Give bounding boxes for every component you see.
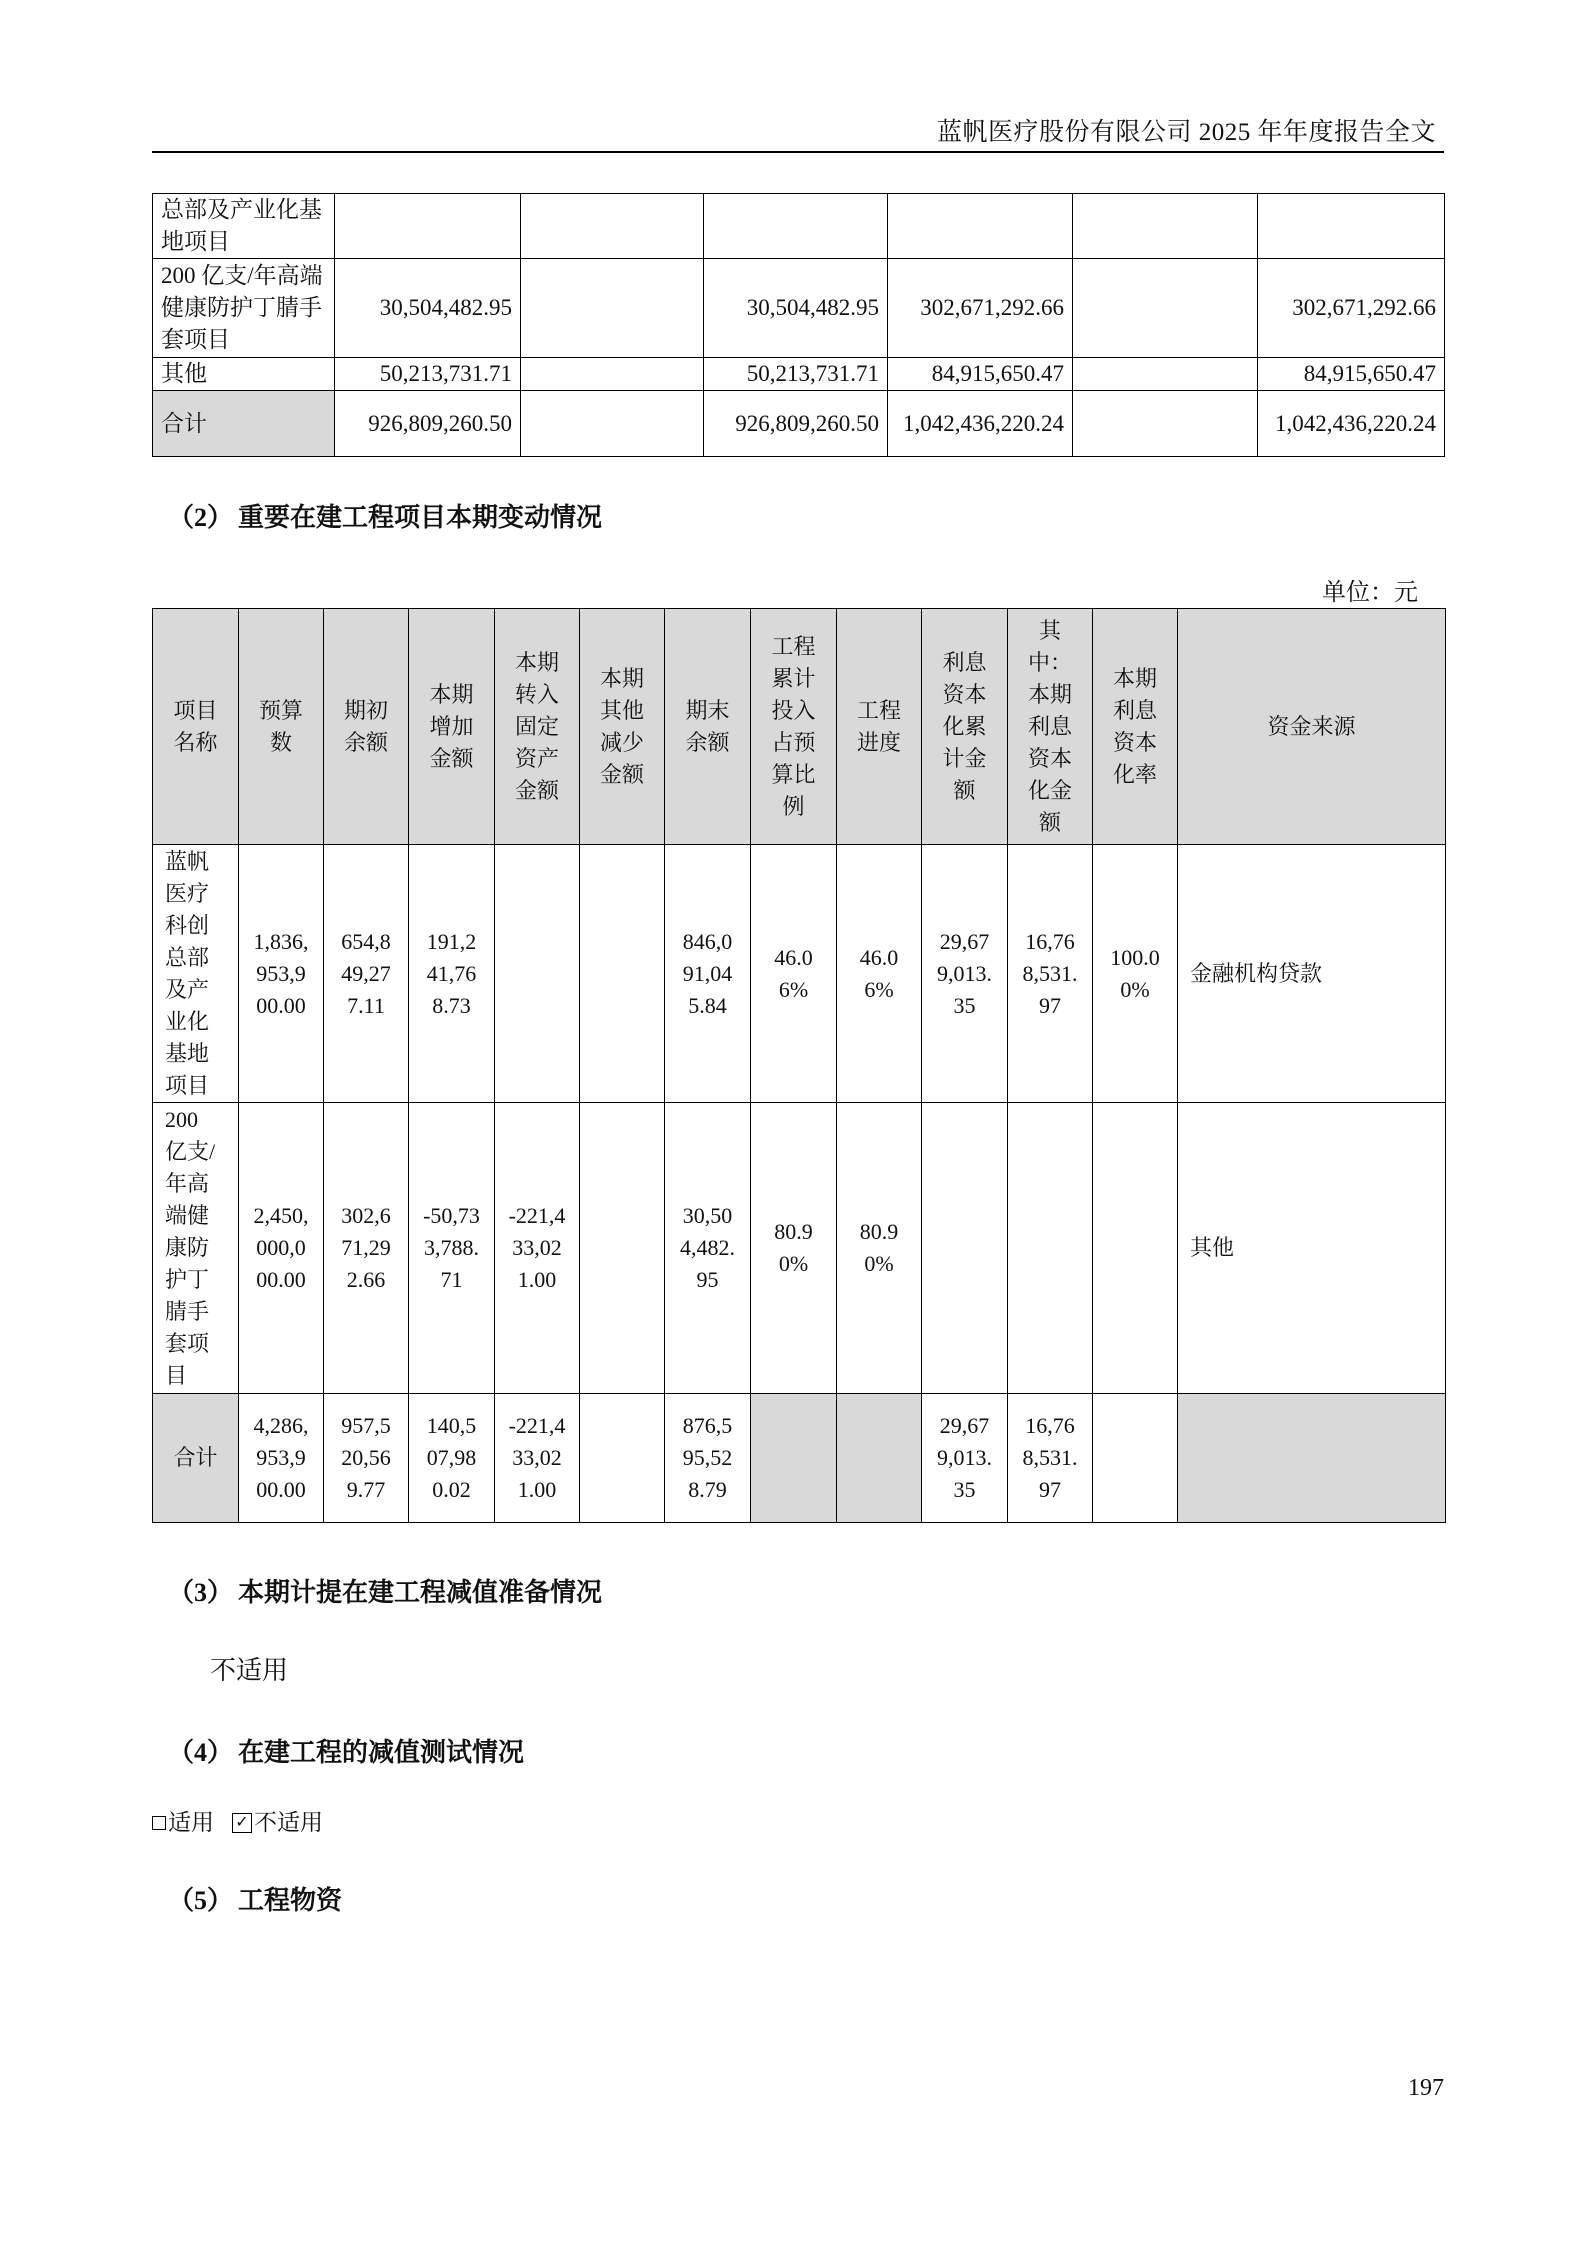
section-title: 在建工程的减值测试情况 bbox=[238, 1738, 525, 1767]
section-heading-4 bbox=[168, 1732, 524, 1769]
table-cell bbox=[521, 259, 704, 358]
table-cell bbox=[1073, 194, 1258, 259]
applicable-label: 适用 bbox=[168, 1810, 214, 1835]
column-header: 本期其他减少金额 bbox=[580, 609, 665, 845]
report-header-title: 蓝帆医疗股份有限公司 2025 年年度报告全文 bbox=[936, 119, 1436, 146]
table-row bbox=[153, 845, 1446, 1103]
table-cell: 84,915,650.47 bbox=[888, 358, 1073, 391]
table-cell bbox=[837, 1394, 922, 1523]
funding-source: 其他 bbox=[1178, 1103, 1446, 1394]
section-number: （2） bbox=[168, 503, 234, 532]
section-number: （4） bbox=[168, 1738, 234, 1767]
section-number: （5） bbox=[168, 1886, 234, 1915]
unchecked-box-icon[interactable] bbox=[152, 1816, 166, 1830]
table-header-row bbox=[153, 609, 1446, 845]
table-cell: 846,091,045.84 bbox=[665, 845, 751, 1103]
column-header: 其中：本期利息资本化金额 bbox=[1008, 609, 1093, 845]
table-row bbox=[153, 358, 1445, 391]
table-cell: 29,679,013.35 bbox=[922, 1394, 1008, 1523]
table-cell bbox=[521, 391, 704, 457]
table-cell: 302,671,292.66 bbox=[1258, 259, 1445, 358]
column-header: 工程累计投入占预算比例 bbox=[751, 609, 837, 845]
table-cell: 140,507,980.02 bbox=[409, 1394, 495, 1523]
table-cell: 1,836,953,900.00 bbox=[239, 845, 324, 1103]
column-header: 本期转入固定资产金额 bbox=[495, 609, 580, 845]
table-cell: 80.90% bbox=[837, 1103, 922, 1394]
table-cell: 50,213,731.71 bbox=[335, 358, 521, 391]
table-cell: 46.06% bbox=[837, 845, 922, 1103]
project-name: 合计 bbox=[153, 1394, 239, 1523]
section-heading-2 bbox=[168, 497, 602, 534]
table-cell bbox=[1073, 259, 1258, 358]
table-cell bbox=[335, 194, 521, 259]
column-header: 预算数 bbox=[239, 609, 324, 845]
table-cell bbox=[1093, 1394, 1178, 1523]
table-cell: 50,213,731.71 bbox=[704, 358, 888, 391]
item-name: 200 亿支/年高端健康防护丁腈手套项目 bbox=[153, 259, 335, 358]
section-heading-3 bbox=[168, 1572, 602, 1609]
table-cell bbox=[1093, 1103, 1178, 1394]
table-cell: 1,042,436,220.24 bbox=[1258, 391, 1445, 457]
table-cell: -221,433,021.00 bbox=[495, 1394, 580, 1523]
checked-box-icon[interactable]: ✓ bbox=[232, 1813, 252, 1833]
table-cell: 46.06% bbox=[751, 845, 837, 1103]
item-name: 合计 bbox=[153, 391, 335, 457]
table-cell bbox=[580, 1103, 665, 1394]
column-header: 期初余额 bbox=[324, 609, 409, 845]
table-cell: 84,915,650.47 bbox=[1258, 358, 1445, 391]
item-name: 其他 bbox=[153, 358, 335, 391]
construction-balance-table-continued bbox=[152, 193, 1445, 457]
table-total-row bbox=[153, 1394, 1446, 1523]
column-header: 资金来源 bbox=[1178, 609, 1446, 845]
column-header: 工程进度 bbox=[837, 609, 922, 845]
table-cell: 80.90% bbox=[751, 1103, 837, 1394]
table-cell: 100.00% bbox=[1093, 845, 1178, 1103]
item-name: 总部及产业化基地项目 bbox=[153, 194, 335, 259]
major-construction-projects-table bbox=[152, 608, 1446, 1523]
table-cell: 926,809,260.50 bbox=[704, 391, 888, 457]
column-header: 本期利息资本化率 bbox=[1093, 609, 1178, 845]
table-cell: 876,595,528.79 bbox=[665, 1394, 751, 1523]
section-title: 重要在建工程项目本期变动情况 bbox=[238, 503, 603, 532]
project-name: 蓝帆医疗科创总部及产业化基地项目 bbox=[153, 845, 239, 1103]
table-cell bbox=[704, 194, 888, 259]
table-cell bbox=[495, 845, 580, 1103]
table-cell: 30,504,482.95 bbox=[665, 1103, 751, 1394]
table-cell bbox=[1008, 1103, 1093, 1394]
table-cell: 16,768,531.97 bbox=[1008, 845, 1093, 1103]
table-cell bbox=[922, 1103, 1008, 1394]
table-total-row bbox=[153, 391, 1445, 457]
project-name: 200亿支/年高端健康防护丁腈手套项目 bbox=[153, 1103, 239, 1394]
table-cell: -50,733,788.71 bbox=[409, 1103, 495, 1394]
table-cell bbox=[1073, 391, 1258, 457]
table-row bbox=[153, 259, 1445, 358]
funding-source bbox=[1178, 1394, 1446, 1523]
table-cell: 29,679,013.35 bbox=[922, 845, 1008, 1103]
not-applicable-text: 不适用 bbox=[210, 1656, 289, 1685]
table-cell bbox=[1258, 194, 1445, 259]
table-cell bbox=[888, 194, 1073, 259]
table-cell: 654,849,277.11 bbox=[324, 845, 409, 1103]
section-title: 工程物资 bbox=[238, 1886, 343, 1915]
table-cell: -221,433,021.00 bbox=[495, 1103, 580, 1394]
table-cell: 302,671,292.66 bbox=[888, 259, 1073, 358]
table-cell: 302,671,292.66 bbox=[324, 1103, 409, 1394]
not-applicable-label: 不适用 bbox=[254, 1810, 323, 1835]
table-cell: 957,520,569.77 bbox=[324, 1394, 409, 1523]
table-cell bbox=[751, 1394, 837, 1523]
section-heading-5 bbox=[168, 1880, 342, 1917]
table-cell bbox=[580, 1394, 665, 1523]
table-cell: 926,809,260.50 bbox=[335, 391, 521, 457]
applicability-checkboxes bbox=[152, 1804, 323, 1837]
page-number: 197 bbox=[1408, 2075, 1444, 2101]
header-divider bbox=[152, 151, 1444, 153]
table-cell bbox=[580, 845, 665, 1103]
table-cell: 2,450,000,000.00 bbox=[239, 1103, 324, 1394]
table-row bbox=[153, 1103, 1446, 1394]
funding-source: 金融机构贷款 bbox=[1178, 845, 1446, 1103]
table-cell: 30,504,482.95 bbox=[335, 259, 521, 358]
column-header: 项目名称 bbox=[153, 609, 239, 845]
table-row bbox=[153, 194, 1445, 259]
section-number: （3） bbox=[168, 1578, 234, 1607]
section-title: 本期计提在建工程减值准备情况 bbox=[238, 1578, 603, 1607]
table-cell bbox=[521, 358, 704, 391]
table-cell: 16,768,531.97 bbox=[1008, 1394, 1093, 1523]
table-cell: 1,042,436,220.24 bbox=[888, 391, 1073, 457]
table-cell: 191,241,768.73 bbox=[409, 845, 495, 1103]
table-cell bbox=[521, 194, 704, 259]
column-header: 利息资本化累计金额 bbox=[922, 609, 1008, 845]
table-cell: 4,286,953,900.00 bbox=[239, 1394, 324, 1523]
unit-label: 单位：元 bbox=[1322, 580, 1418, 606]
table-cell: 30,504,482.95 bbox=[704, 259, 888, 358]
table-cell bbox=[1073, 358, 1258, 391]
column-header: 期末余额 bbox=[665, 609, 751, 845]
column-header: 本期增加金额 bbox=[409, 609, 495, 845]
